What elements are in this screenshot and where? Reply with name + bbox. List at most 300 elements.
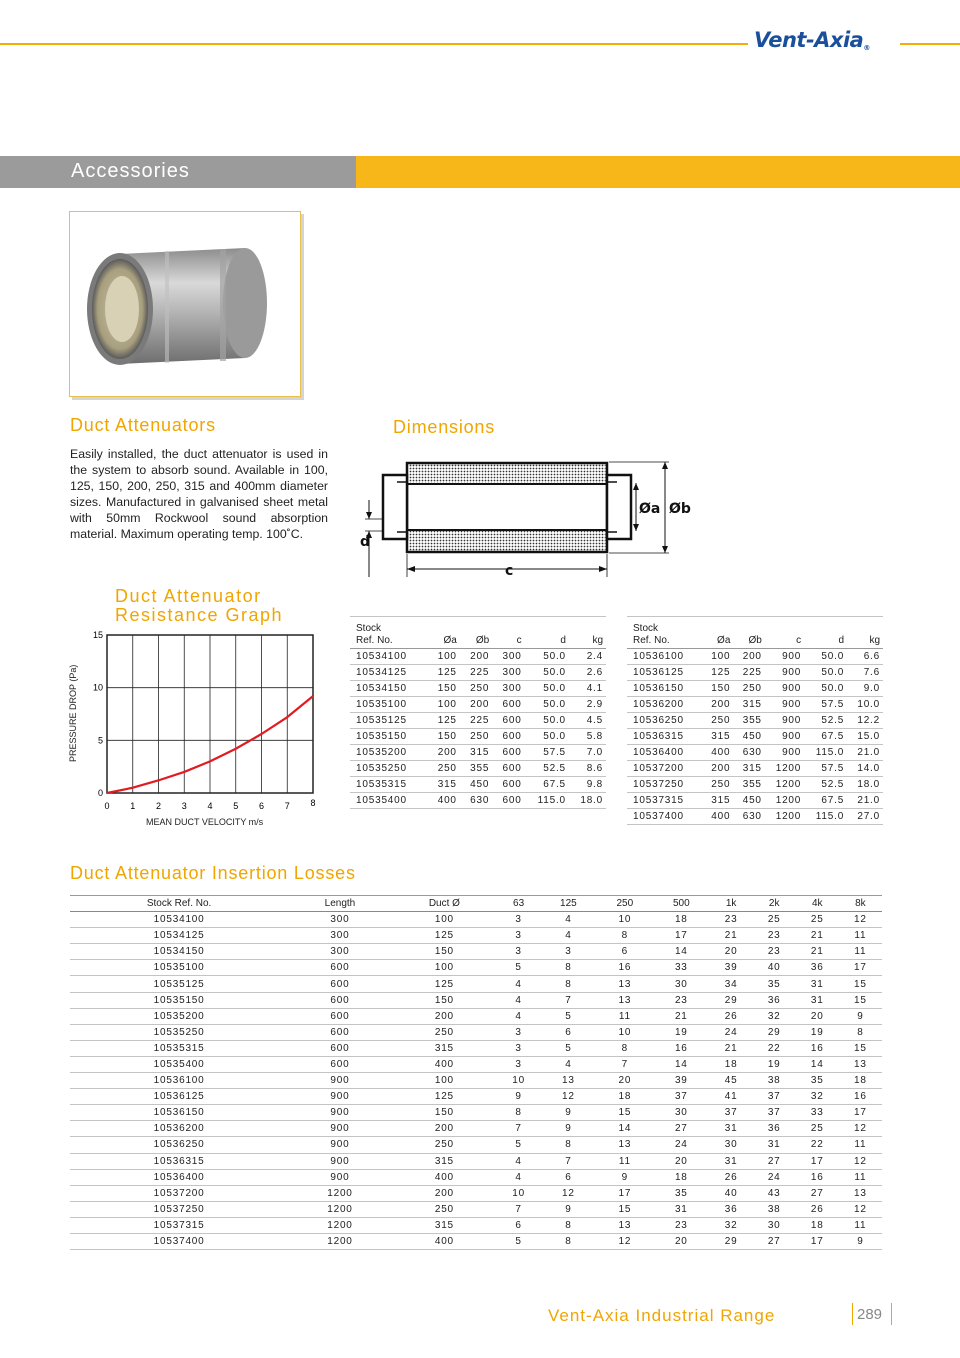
table-cell: 67.5 bbox=[804, 729, 847, 745]
table-cell: 13 bbox=[540, 1073, 596, 1089]
table-cell: 6 bbox=[597, 944, 653, 960]
table-cell: 10536400 bbox=[627, 745, 702, 761]
table-cell: 38 bbox=[753, 1201, 796, 1217]
table-cell: 30 bbox=[753, 1217, 796, 1233]
table-cell: 15.0 bbox=[847, 729, 883, 745]
table-cell: 19 bbox=[796, 1024, 839, 1040]
table-cell: 400 bbox=[702, 809, 733, 825]
table-cell: 200 bbox=[460, 697, 492, 713]
table-cell: 22 bbox=[796, 1137, 839, 1153]
table-cell: 100 bbox=[702, 649, 733, 665]
table-cell: 10537250 bbox=[627, 777, 702, 793]
table-cell: 12 bbox=[839, 912, 882, 928]
graph-y-label: PRESSURE DROP (Pa) bbox=[68, 664, 78, 762]
table-cell: 50.0 bbox=[804, 665, 847, 681]
table-cell: 150 bbox=[392, 1105, 497, 1121]
table-cell: 4 bbox=[497, 1153, 540, 1169]
table-cell: 600 bbox=[288, 960, 392, 976]
table-cell: 29 bbox=[753, 1024, 796, 1040]
table-cell: 900 bbox=[765, 697, 804, 713]
table-cell: 300 bbox=[288, 928, 392, 944]
table-cell: 4 bbox=[497, 992, 540, 1008]
column-header: Ref. No. bbox=[627, 634, 702, 649]
table-cell: 900 bbox=[765, 665, 804, 681]
dim-label-d: d bbox=[360, 534, 371, 550]
table-cell: 3 bbox=[497, 928, 540, 944]
table-cell: 5 bbox=[540, 1040, 596, 1056]
table-cell: 11 bbox=[597, 1153, 653, 1169]
product-heading: Duct Attenuators bbox=[70, 415, 216, 435]
table-cell: 50.0 bbox=[525, 665, 569, 681]
table-cell: 315 bbox=[392, 1217, 497, 1233]
table-cell: 8 bbox=[540, 1137, 596, 1153]
table-cell: 8 bbox=[540, 960, 596, 976]
table-cell: 21 bbox=[710, 1040, 753, 1056]
table-cell: 6 bbox=[540, 1024, 596, 1040]
table-cell: 1200 bbox=[288, 1185, 392, 1201]
table-cell: 225 bbox=[460, 665, 492, 681]
table-cell: 7 bbox=[497, 1201, 540, 1217]
table-cell: 315 bbox=[392, 1153, 497, 1169]
page-number-divider-right bbox=[891, 1303, 892, 1325]
column-header: Øb bbox=[460, 634, 492, 649]
table-cell: 10 bbox=[497, 1073, 540, 1089]
table-cell: 10536250 bbox=[627, 713, 702, 729]
table-cell: 400 bbox=[392, 1056, 497, 1072]
table-cell: 300 bbox=[492, 649, 524, 665]
table-cell: 5.8 bbox=[569, 729, 606, 745]
table-cell: 35 bbox=[796, 1073, 839, 1089]
table-cell: 900 bbox=[288, 1089, 392, 1105]
dimensions-table-left bbox=[350, 616, 606, 809]
table-row bbox=[70, 1153, 882, 1169]
table-cell: 1200 bbox=[765, 777, 804, 793]
table-cell: 14 bbox=[653, 1056, 709, 1072]
table-row bbox=[70, 1024, 882, 1040]
x-tick-label: 1 bbox=[130, 801, 136, 811]
table-cell: 3 bbox=[540, 944, 596, 960]
table-cell: 10535150 bbox=[350, 729, 427, 745]
table-cell: 50.0 bbox=[525, 649, 569, 665]
table-cell: 600 bbox=[288, 992, 392, 1008]
dimensions-heading: Dimensions bbox=[393, 417, 496, 437]
stock-label: Stock bbox=[627, 617, 702, 634]
table-cell: 225 bbox=[460, 713, 492, 729]
graph-x-label: MEAN DUCT VELOCITY m/s bbox=[146, 817, 264, 827]
table-cell: 4 bbox=[497, 1169, 540, 1185]
table-cell: 17 bbox=[839, 960, 882, 976]
table-cell: 600 bbox=[288, 1008, 392, 1024]
table-cell: 15 bbox=[839, 1040, 882, 1056]
table-cell: 16 bbox=[653, 1040, 709, 1056]
dimensions-table-right bbox=[627, 616, 883, 825]
table-cell: 37 bbox=[653, 1089, 709, 1105]
table-cell: 355 bbox=[460, 761, 492, 777]
table-cell: 125 bbox=[392, 928, 497, 944]
table-cell: 630 bbox=[733, 745, 764, 761]
table-row bbox=[70, 1185, 882, 1201]
table-cell: 21.0 bbox=[847, 745, 883, 761]
table-row bbox=[350, 681, 606, 697]
table-cell: 13 bbox=[597, 992, 653, 1008]
table-cell: 250 bbox=[702, 713, 733, 729]
table-cell: 10534125 bbox=[350, 665, 427, 681]
table-cell: 5 bbox=[497, 960, 540, 976]
table-cell: 20 bbox=[710, 944, 753, 960]
table-cell: 1200 bbox=[765, 809, 804, 825]
table-cell: 52.5 bbox=[804, 713, 847, 729]
table-cell: 600 bbox=[288, 976, 392, 992]
table-cell: 7 bbox=[497, 1121, 540, 1137]
table-cell: 400 bbox=[392, 1233, 497, 1249]
table-cell: 200 bbox=[460, 649, 492, 665]
table-cell: 10535315 bbox=[70, 1040, 288, 1056]
table-cell: 57.5 bbox=[804, 697, 847, 713]
insertion-heading: Duct Attenuator Insertion Losses bbox=[70, 863, 356, 883]
header-rule bbox=[0, 43, 748, 45]
stock-label: Stock bbox=[350, 617, 427, 634]
table-cell: 1200 bbox=[765, 761, 804, 777]
table-cell: 10535250 bbox=[70, 1024, 288, 1040]
table-cell: 600 bbox=[288, 1056, 392, 1072]
table-cell: 10536315 bbox=[627, 729, 702, 745]
table-row bbox=[627, 681, 883, 697]
table-cell: 33 bbox=[796, 1105, 839, 1121]
header-rule-right bbox=[900, 43, 960, 45]
x-tick-label: 0 bbox=[104, 801, 110, 811]
table-cell: 35 bbox=[653, 1185, 709, 1201]
table-cell: 17 bbox=[839, 1105, 882, 1121]
table-cell: 17 bbox=[796, 1153, 839, 1169]
table-cell: 8 bbox=[540, 1233, 596, 1249]
table-row bbox=[350, 793, 606, 809]
table-cell: 10534125 bbox=[70, 928, 288, 944]
footer-range-text: Vent-Axia Industrial Range bbox=[548, 1306, 776, 1325]
table-cell: 10537400 bbox=[627, 809, 702, 825]
table-cell: 900 bbox=[288, 1073, 392, 1089]
table-row bbox=[70, 1105, 882, 1121]
table-cell: 14 bbox=[597, 1121, 653, 1137]
table-cell: 250 bbox=[733, 681, 764, 697]
table-cell: 10535400 bbox=[350, 793, 427, 809]
table-row bbox=[350, 697, 606, 713]
table-cell: 50.0 bbox=[525, 681, 569, 697]
table-cell: 900 bbox=[288, 1121, 392, 1137]
column-header: Øa bbox=[427, 634, 459, 649]
table-cell: 25 bbox=[796, 1121, 839, 1137]
table-row bbox=[70, 1201, 882, 1217]
table-cell: 21 bbox=[653, 1008, 709, 1024]
table-cell: 10536315 bbox=[70, 1153, 288, 1169]
table-cell: 315 bbox=[427, 777, 459, 793]
table-cell: 4 bbox=[497, 976, 540, 992]
page-number: 289 bbox=[857, 1306, 883, 1323]
table-row bbox=[70, 1217, 882, 1233]
table-cell: 11 bbox=[839, 928, 882, 944]
table-cell: 35 bbox=[753, 976, 796, 992]
table-cell: 32 bbox=[753, 1008, 796, 1024]
table-cell: 150 bbox=[392, 944, 497, 960]
table-cell: 24 bbox=[710, 1024, 753, 1040]
table-cell: 125 bbox=[392, 1089, 497, 1105]
table-cell: 30 bbox=[710, 1137, 753, 1153]
table-cell: 10535200 bbox=[70, 1008, 288, 1024]
table-cell: 31 bbox=[753, 1137, 796, 1153]
table-row bbox=[70, 992, 882, 1008]
table-cell: 8 bbox=[540, 1217, 596, 1233]
table-cell: 10537250 bbox=[70, 1201, 288, 1217]
table-cell: 32 bbox=[796, 1089, 839, 1105]
table-cell: 9 bbox=[839, 1233, 882, 1249]
table-cell: 9.8 bbox=[569, 777, 606, 793]
table-cell: 5 bbox=[540, 1008, 596, 1024]
table-cell: 100 bbox=[392, 960, 497, 976]
table-cell: 12.2 bbox=[847, 713, 883, 729]
table-cell: 37 bbox=[753, 1105, 796, 1121]
table-cell: 355 bbox=[733, 713, 764, 729]
table-cell: 36 bbox=[753, 1121, 796, 1137]
table-cell: 200 bbox=[702, 697, 733, 713]
table-cell: 50.0 bbox=[804, 649, 847, 665]
x-tick-label: 3 bbox=[181, 801, 187, 811]
table-cell: 10536125 bbox=[627, 665, 702, 681]
table-cell: 16 bbox=[839, 1089, 882, 1105]
y-tick-label: 5 bbox=[97, 735, 103, 746]
table-cell: 17 bbox=[597, 1185, 653, 1201]
table-cell: 7 bbox=[540, 992, 596, 1008]
table-cell: 10536100 bbox=[70, 1073, 288, 1089]
table-cell: 100 bbox=[392, 912, 497, 928]
table-cell: 10534100 bbox=[70, 912, 288, 928]
table-row bbox=[627, 713, 883, 729]
table-cell: 9 bbox=[540, 1201, 596, 1217]
table-cell: 900 bbox=[765, 729, 804, 745]
table-cell: 12 bbox=[839, 1121, 882, 1137]
table-cell: 18 bbox=[653, 912, 709, 928]
table-cell: 15 bbox=[839, 976, 882, 992]
table-cell: 31 bbox=[710, 1121, 753, 1137]
table-cell: 50.0 bbox=[525, 729, 569, 745]
table-cell: 10536200 bbox=[627, 697, 702, 713]
table-cell: 12 bbox=[597, 1233, 653, 1249]
table-cell: 315 bbox=[392, 1040, 497, 1056]
table-cell: 50.0 bbox=[804, 681, 847, 697]
table-cell: 14.0 bbox=[847, 761, 883, 777]
table-cell: 10 bbox=[597, 912, 653, 928]
table-cell: 31 bbox=[710, 1153, 753, 1169]
table-cell: 11 bbox=[839, 1169, 882, 1185]
table-cell: 50.0 bbox=[525, 713, 569, 729]
x-tick-label: 4 bbox=[207, 801, 213, 811]
table-cell: 315 bbox=[733, 697, 764, 713]
table-cell: 250 bbox=[392, 1024, 497, 1040]
table-cell: 27 bbox=[753, 1153, 796, 1169]
table-cell: 36 bbox=[710, 1201, 753, 1217]
x-tick-label: 7 bbox=[284, 801, 290, 811]
table-row bbox=[70, 1073, 882, 1089]
table-cell: 10535100 bbox=[350, 697, 427, 713]
table-cell: 21 bbox=[796, 944, 839, 960]
table-cell: 10535200 bbox=[350, 745, 427, 761]
table-cell: 12 bbox=[839, 1153, 882, 1169]
column-header: Øb bbox=[733, 634, 764, 649]
table-cell: 630 bbox=[460, 793, 492, 809]
column-header: d bbox=[804, 634, 847, 649]
table-cell: 15 bbox=[839, 992, 882, 1008]
table-cell: 7.0 bbox=[569, 745, 606, 761]
table-cell: 45 bbox=[710, 1073, 753, 1089]
table-cell: 600 bbox=[288, 1024, 392, 1040]
table-row bbox=[70, 912, 882, 928]
column-header: d bbox=[525, 634, 569, 649]
column-header: 250 bbox=[597, 896, 653, 912]
table-cell: 6 bbox=[497, 1217, 540, 1233]
table-cell: 26 bbox=[796, 1201, 839, 1217]
table-cell: 16 bbox=[796, 1040, 839, 1056]
table-cell: 200 bbox=[392, 1121, 497, 1137]
table-cell: 24 bbox=[753, 1169, 796, 1185]
table-cell: 100 bbox=[392, 1073, 497, 1089]
table-cell: 250 bbox=[392, 1137, 497, 1153]
table-cell: 7 bbox=[597, 1056, 653, 1072]
table-cell: 9 bbox=[497, 1089, 540, 1105]
table-cell: 200 bbox=[427, 745, 459, 761]
table-cell: 12 bbox=[540, 1089, 596, 1105]
table-cell: 10536250 bbox=[70, 1137, 288, 1153]
table-cell: 900 bbox=[288, 1105, 392, 1121]
table-cell: 57.5 bbox=[525, 745, 569, 761]
table-cell: 10537315 bbox=[70, 1217, 288, 1233]
vent-axia-logo: Vent-Axia® bbox=[754, 28, 870, 52]
table-row bbox=[70, 1121, 882, 1137]
table-cell: 9 bbox=[597, 1169, 653, 1185]
table-cell: 37 bbox=[753, 1089, 796, 1105]
table-cell: 27 bbox=[753, 1233, 796, 1249]
table-cell: 8 bbox=[839, 1024, 882, 1040]
table-cell: 10536150 bbox=[70, 1105, 288, 1121]
table-cell: 10535150 bbox=[70, 992, 288, 1008]
table-cell: 14 bbox=[796, 1056, 839, 1072]
table-cell: 4 bbox=[540, 1056, 596, 1072]
table-header-row bbox=[627, 634, 883, 649]
table-row bbox=[627, 729, 883, 745]
table-cell: 115.0 bbox=[804, 745, 847, 761]
table-cell: 10534150 bbox=[350, 681, 427, 697]
table-cell: 8 bbox=[597, 1040, 653, 1056]
table-cell: 6 bbox=[540, 1169, 596, 1185]
table-cell: 300 bbox=[288, 912, 392, 928]
y-tick-label: 10 bbox=[92, 682, 103, 693]
column-header: kg bbox=[847, 634, 883, 649]
table-cell: 600 bbox=[492, 745, 524, 761]
table-cell: 900 bbox=[765, 713, 804, 729]
table-cell: 12 bbox=[540, 1185, 596, 1201]
table-cell: 5 bbox=[497, 1233, 540, 1249]
table-cell: 300 bbox=[492, 665, 524, 681]
table-cell: 600 bbox=[492, 697, 524, 713]
table-cell: 34 bbox=[710, 976, 753, 992]
table-cell: 20 bbox=[653, 1233, 709, 1249]
table-row bbox=[70, 960, 882, 976]
column-header: 125 bbox=[540, 896, 596, 912]
table-cell: 150 bbox=[427, 729, 459, 745]
table-cell: 115.0 bbox=[804, 809, 847, 825]
table-cell: 10537200 bbox=[70, 1185, 288, 1201]
table-row bbox=[350, 665, 606, 681]
column-header: kg bbox=[569, 634, 606, 649]
table-cell: 250 bbox=[460, 729, 492, 745]
table-header-row bbox=[70, 896, 882, 912]
table-cell: 5 bbox=[497, 1137, 540, 1153]
table-row bbox=[350, 777, 606, 793]
table-row bbox=[70, 1137, 882, 1153]
table-cell: 22 bbox=[753, 1040, 796, 1056]
table-cell: 13 bbox=[597, 1137, 653, 1153]
table-cell: 10536200 bbox=[70, 1121, 288, 1137]
table-cell: 21 bbox=[710, 928, 753, 944]
table-cell: 40 bbox=[710, 1185, 753, 1201]
table-row bbox=[70, 1169, 882, 1185]
table-cell: 8 bbox=[540, 976, 596, 992]
table-cell: 30 bbox=[653, 976, 709, 992]
table-cell: 33 bbox=[653, 960, 709, 976]
table-cell: 600 bbox=[492, 729, 524, 745]
table-cell: 400 bbox=[392, 1169, 497, 1185]
table-cell: 450 bbox=[733, 729, 764, 745]
table-cell: 10535250 bbox=[350, 761, 427, 777]
table-cell: 100 bbox=[427, 697, 459, 713]
column-header: Øa bbox=[702, 634, 733, 649]
table-cell: 315 bbox=[460, 745, 492, 761]
table-cell: 400 bbox=[702, 745, 733, 761]
table-cell: 3 bbox=[497, 944, 540, 960]
table-cell: 24 bbox=[653, 1137, 709, 1153]
table-cell: 900 bbox=[765, 649, 804, 665]
table-row bbox=[70, 976, 882, 992]
table-cell: 3 bbox=[497, 1056, 540, 1072]
table-cell: 2.4 bbox=[569, 649, 606, 665]
table-cell: 9 bbox=[540, 1105, 596, 1121]
table-cell: 52.5 bbox=[804, 777, 847, 793]
table-header-row bbox=[350, 634, 606, 649]
table-cell: 4 bbox=[540, 928, 596, 944]
table-cell: 27.0 bbox=[847, 809, 883, 825]
table-cell: 19 bbox=[753, 1056, 796, 1072]
table-row bbox=[70, 928, 882, 944]
table-cell: 3 bbox=[497, 912, 540, 928]
y-tick-label: 0 bbox=[97, 788, 103, 798]
table-cell: 18 bbox=[796, 1217, 839, 1233]
table-cell: 52.5 bbox=[525, 761, 569, 777]
table-cell: 250 bbox=[460, 681, 492, 697]
column-header: 63 bbox=[497, 896, 540, 912]
column-header: 500 bbox=[653, 896, 709, 912]
table-cell: 18 bbox=[653, 1169, 709, 1185]
table-cell: 32 bbox=[710, 1217, 753, 1233]
table-cell: 900 bbox=[288, 1153, 392, 1169]
table-cell: 26 bbox=[710, 1169, 753, 1185]
dim-label-b: Øb bbox=[669, 501, 691, 517]
table-cell: 4 bbox=[540, 912, 596, 928]
table-cell: 10534150 bbox=[70, 944, 288, 960]
table-cell: 150 bbox=[427, 681, 459, 697]
table-cell: 43 bbox=[753, 1185, 796, 1201]
table-cell: 250 bbox=[392, 1201, 497, 1217]
table-row bbox=[70, 944, 882, 960]
column-header: c bbox=[765, 634, 804, 649]
table-cell: 18.0 bbox=[569, 793, 606, 809]
table-row bbox=[70, 1008, 882, 1024]
